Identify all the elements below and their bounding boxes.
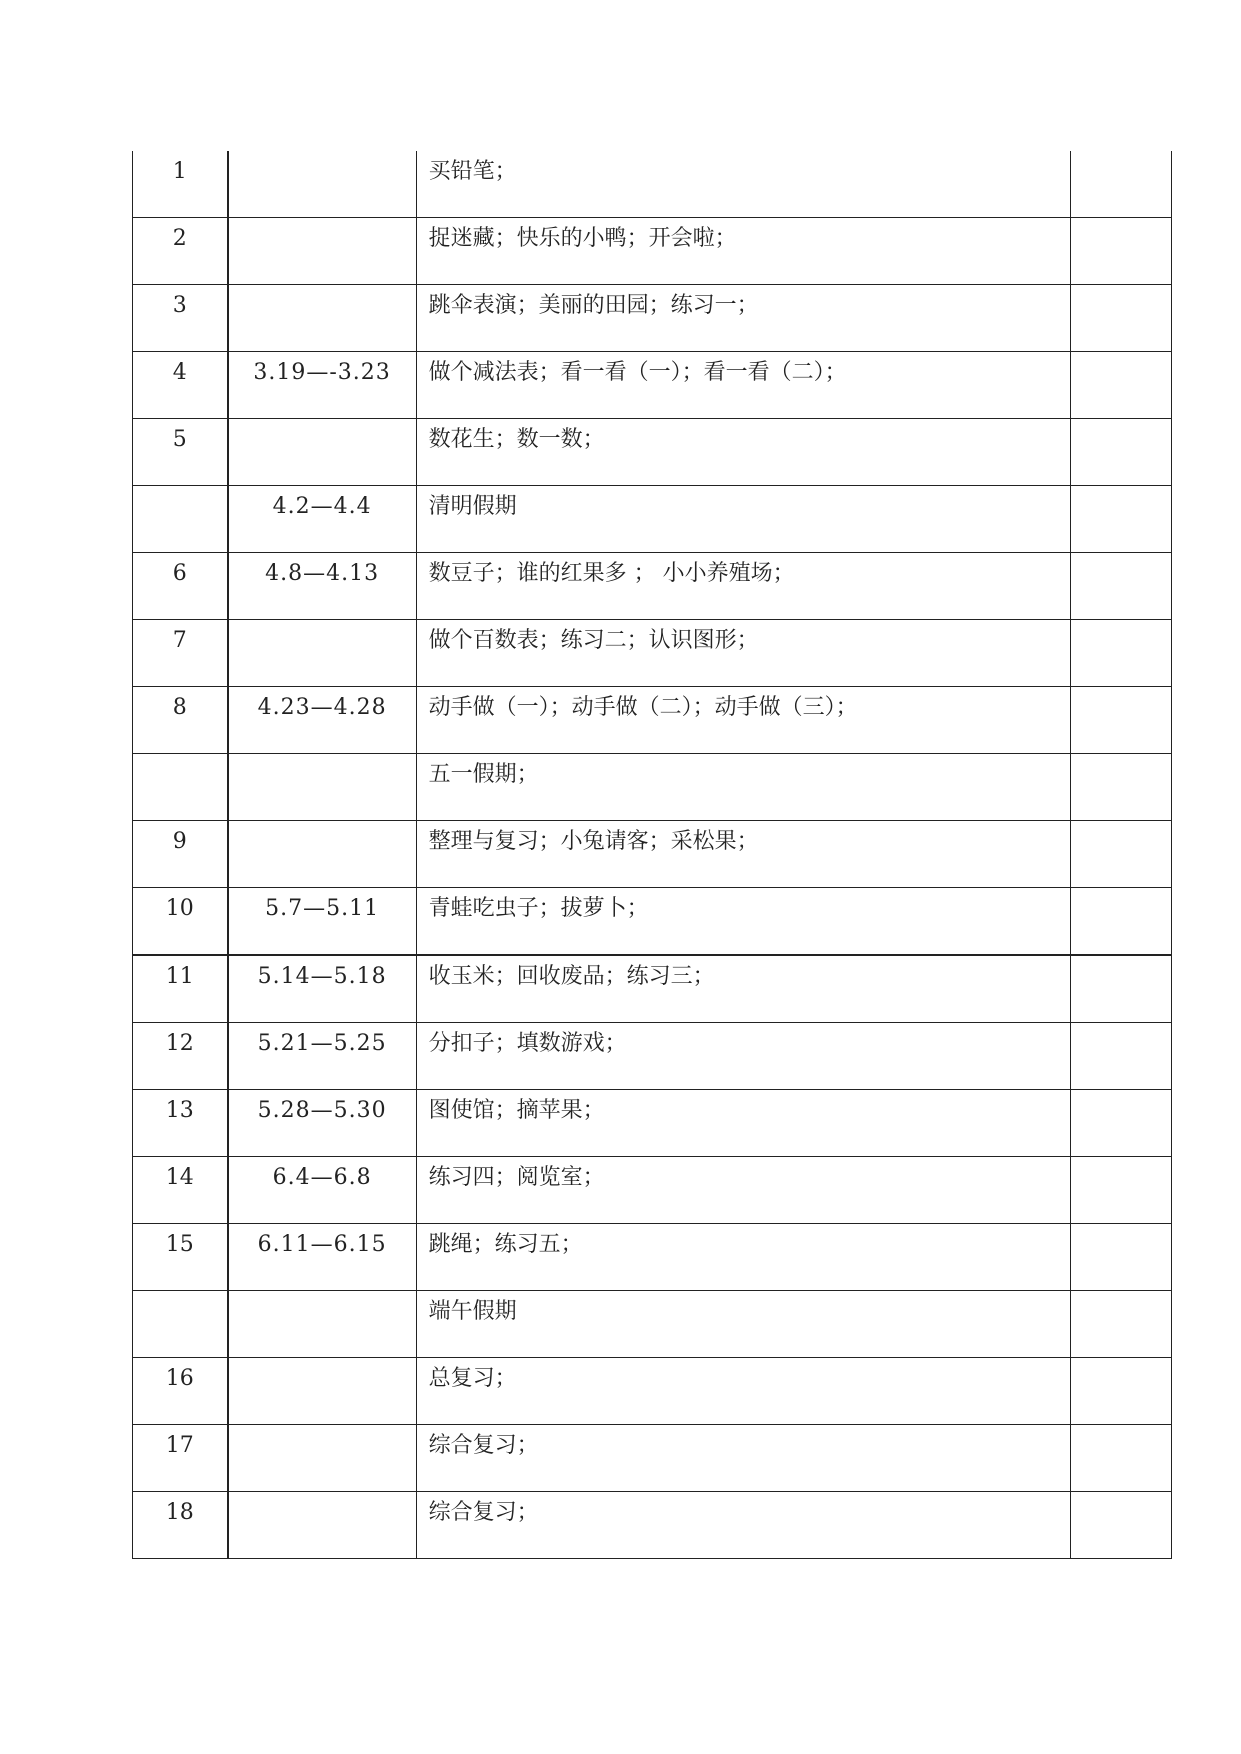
- date-range-cell: 4.2—4.4: [228, 486, 417, 553]
- date-range-cell: 5.21—5.25: [228, 1023, 417, 1090]
- table-row: [133, 888, 1172, 956]
- note-cell: [1071, 1291, 1172, 1358]
- lesson-content-cell: 综合复习；: [416, 1492, 1071, 1559]
- date-range-cell: [228, 1492, 417, 1559]
- lesson-content-cell: 端午假期: [416, 1291, 1071, 1358]
- table-row: [133, 1358, 1172, 1425]
- week-number-cell: 9: [133, 821, 228, 888]
- table-row: [133, 218, 1172, 285]
- week-number-cell: 15: [133, 1224, 228, 1291]
- table-row: [133, 486, 1172, 553]
- note-cell: [1071, 1224, 1172, 1291]
- week-number-cell: 18: [133, 1492, 228, 1559]
- date-range-cell: [228, 285, 417, 352]
- table-row: [133, 955, 1172, 1023]
- note-cell: [1071, 1157, 1172, 1224]
- lesson-content-cell: 做个减法表；看一看（一）；看一看（二）；: [416, 352, 1071, 419]
- table-row: [133, 352, 1172, 419]
- lesson-content-cell: 青蛙吃虫子；拔萝卜；: [416, 888, 1071, 956]
- date-range-cell: 5.14—5.18: [228, 955, 417, 1023]
- table-row: [133, 285, 1172, 352]
- lesson-content-cell: 练习四；阅览室；: [416, 1157, 1071, 1224]
- note-cell: [1071, 754, 1172, 821]
- week-number-cell: 17: [133, 1425, 228, 1492]
- table-row: [133, 151, 1172, 218]
- table-row: [133, 1090, 1172, 1157]
- lesson-content-cell: 买铅笔；: [416, 151, 1071, 218]
- lesson-content-cell: 动手做（一）；动手做（二）；动手做（三）；: [416, 687, 1071, 754]
- week-number-cell: [133, 486, 228, 553]
- lesson-content-cell: 数花生；数一数；: [416, 419, 1071, 486]
- date-range-cell: 6.11—6.15: [228, 1224, 417, 1291]
- week-number-cell: 3: [133, 285, 228, 352]
- table-row: [133, 1425, 1172, 1492]
- week-number-cell: 13: [133, 1090, 228, 1157]
- table-row: [133, 1224, 1172, 1291]
- lesson-content-cell: 整理与复习；小兔请客；采松果；: [416, 821, 1071, 888]
- week-number-cell: [133, 1291, 228, 1358]
- date-range-cell: [228, 1425, 417, 1492]
- lesson-content-cell: 五一假期；: [416, 754, 1071, 821]
- week-number-cell: 14: [133, 1157, 228, 1224]
- week-number-cell: 1: [133, 151, 228, 218]
- note-cell: [1071, 419, 1172, 486]
- week-number-cell: 5: [133, 419, 228, 486]
- table-row: [133, 1492, 1172, 1559]
- lesson-content-cell: 做个百数表；练习二；认识图形；: [416, 620, 1071, 687]
- date-range-cell: [228, 419, 417, 486]
- note-cell: [1071, 1358, 1172, 1425]
- week-number-cell: 10: [133, 888, 228, 956]
- note-cell: [1071, 1492, 1172, 1559]
- date-range-cell: [228, 1358, 417, 1425]
- date-range-cell: [228, 821, 417, 888]
- lesson-content-cell: 分扣子；填数游戏；: [416, 1023, 1071, 1090]
- week-number-cell: 7: [133, 620, 228, 687]
- date-range-cell: [228, 754, 417, 821]
- note-cell: [1071, 955, 1172, 1023]
- lesson-content-cell: 数豆子；谁的红果多 ； 小小养殖场；: [416, 553, 1071, 620]
- date-range-cell: 5.28—5.30: [228, 1090, 417, 1157]
- note-cell: [1071, 352, 1172, 419]
- note-cell: [1071, 285, 1172, 352]
- date-range-cell: [228, 218, 417, 285]
- week-number-cell: 12: [133, 1023, 228, 1090]
- lesson-content-cell: 跳伞表演；美丽的田园；练习一；: [416, 285, 1071, 352]
- note-cell: [1071, 1090, 1172, 1157]
- note-cell: [1071, 218, 1172, 285]
- table-row: [133, 754, 1172, 821]
- date-range-cell: [228, 1291, 417, 1358]
- week-number-cell: 8: [133, 687, 228, 754]
- table-row: [133, 553, 1172, 620]
- date-range-cell: 5.7—5.11: [228, 888, 417, 956]
- note-cell: [1071, 1425, 1172, 1492]
- date-range-cell: 6.4—6.8: [228, 1157, 417, 1224]
- note-cell: [1071, 553, 1172, 620]
- note-cell: [1071, 1023, 1172, 1090]
- lesson-content-cell: 清明假期: [416, 486, 1071, 553]
- date-range-cell: [228, 151, 417, 218]
- table-row: [133, 1023, 1172, 1090]
- note-cell: [1071, 687, 1172, 754]
- lesson-content-cell: 图使馆；摘苹果；: [416, 1090, 1071, 1157]
- lesson-content-cell: 跳绳；练习五；: [416, 1224, 1071, 1291]
- week-number-cell: 11: [133, 955, 228, 1023]
- table-row: [133, 1291, 1172, 1358]
- lesson-content-cell: 收玉米；回收废品；练习三；: [416, 955, 1071, 1023]
- date-range-cell: 3.19—-3.23: [228, 352, 417, 419]
- table-row: [133, 1157, 1172, 1224]
- date-range-cell: 4.23—4.28: [228, 687, 417, 754]
- note-cell: [1071, 888, 1172, 956]
- week-number-cell: [133, 754, 228, 821]
- note-cell: [1071, 151, 1172, 218]
- note-cell: [1071, 821, 1172, 888]
- week-number-cell: 4: [133, 352, 228, 419]
- schedule-table-body: [133, 151, 1172, 1559]
- table-row: [133, 620, 1172, 687]
- table-row: [133, 687, 1172, 754]
- week-number-cell: 2: [133, 218, 228, 285]
- lesson-content-cell: 捉迷藏；快乐的小鸭；开会啦；: [416, 218, 1071, 285]
- lesson-content-cell: 总复习；: [416, 1358, 1071, 1425]
- date-range-cell: 4.8—4.13: [228, 553, 417, 620]
- lesson-content-cell: 综合复习；: [416, 1425, 1071, 1492]
- week-number-cell: 6: [133, 553, 228, 620]
- note-cell: [1071, 620, 1172, 687]
- table-row: [133, 821, 1172, 888]
- week-number-cell: 16: [133, 1358, 228, 1425]
- teaching-schedule-table: [132, 151, 1172, 1559]
- table-row: [133, 419, 1172, 486]
- date-range-cell: [228, 620, 417, 687]
- note-cell: [1071, 486, 1172, 553]
